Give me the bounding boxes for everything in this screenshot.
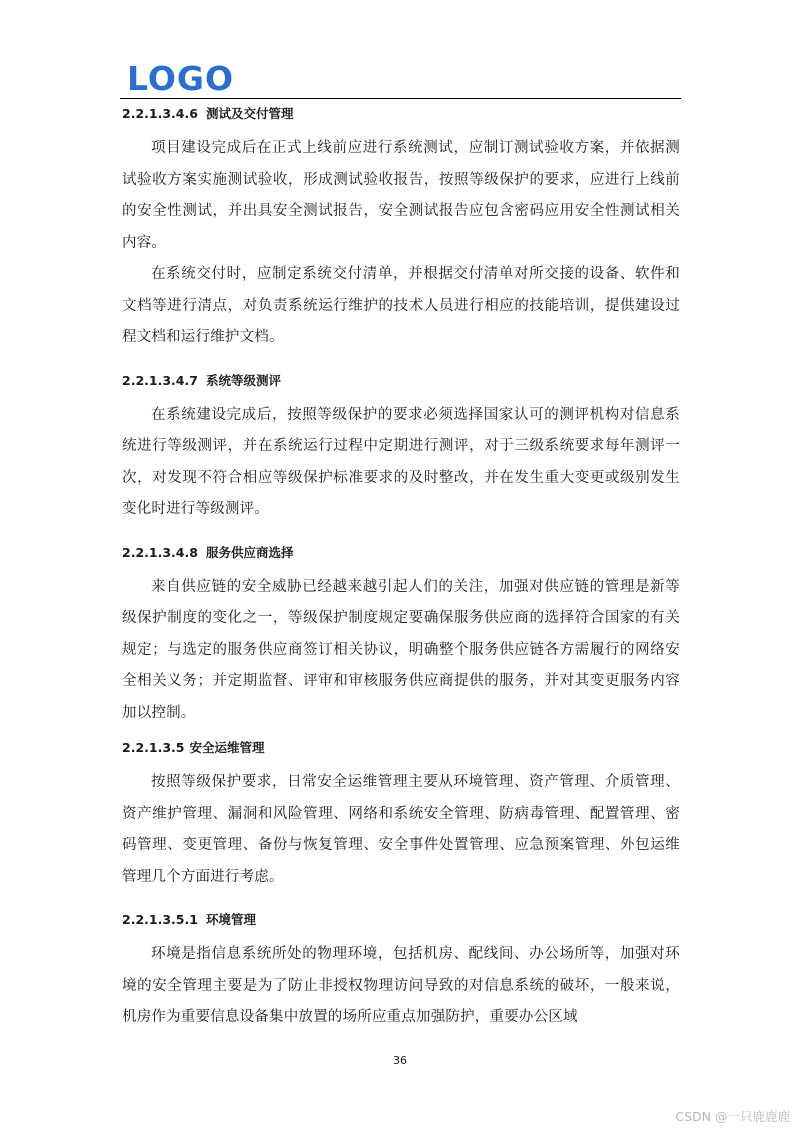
section-title: 安全运维管理 — [189, 740, 265, 755]
section-number: 2.2.1.3.4.8 — [122, 544, 198, 560]
paragraph: 在系统交付时，应制定系统交付清单，并根据交付清单对所交接的设备、软件和文档等进行清点，对负责系统运行维护的技术人员进行相应的技能培训，提供建设过程文档和运行维护文档。 — [122, 266, 680, 345]
section-heading — [122, 368, 680, 394]
section-number: 2.2.1.3.4.7 — [122, 372, 198, 388]
section-title: 系统等级测评 — [206, 372, 282, 388]
section-title: 环境管理 — [206, 912, 257, 927]
document-body — [122, 101, 680, 1034]
paragraph: 环境是指信息系统所处的物理环境，包括机房、配线间、办公场所等，加强对环境的安全管理主要是为了防止非授权物理访问导致的对信息系统的破坏，一般来说，机房作为重要信息设备集中放置的场所应重点加强防护，重要办公区域 — [122, 946, 680, 1025]
section-number: 2.2.1.3.5.1 — [122, 912, 198, 927]
paragraph: 来自供应链的安全威胁已经越来越引起人们的关注，加强对供应链的管理是新等级保护制度的变化之一，等级保护制度规定要确保服务供应商的选择符合国家的有关规定；与选定的服务供应商签订相关协议，明确整个服务供应链各方需履行的网络安全相关义务；并定期监督、评审和审核服务供应商提供的服务，并对其变更服务内容加以控制。 — [122, 578, 680, 721]
paragraph: 项目建设完成后在正式上线前应进行系统测试，应制订测试验收方案，并依据测试验收方案实施测试验收，形成测试验收报告，按照等级保护的要求，应进行上线前的安全性测试，并出具安全测试报告，安全测试报告应包含密码应用安全性测试相关内容。 — [122, 140, 680, 251]
page-number: 36 — [393, 1054, 407, 1067]
section-title: 测试及交付管理 — [206, 106, 294, 121]
section-heading — [122, 101, 680, 127]
header-rule — [120, 98, 681, 99]
logo: LOGO — [127, 59, 235, 98]
section-number: 2.2.1.3.4.6 — [122, 106, 198, 121]
section-heading — [122, 907, 680, 933]
paragraph: 按照等级保护要求，日常安全运维管理主要从环境管理、资产管理、介质管理、资产维护管理、漏洞和风险管理、网络和系统安全管理、防病毒管理、配置管理、密码管理、变更管理、备份与恢复管理、安全事件处置管理、应急预案管理、外包运维管理几个方面进行考虑。 — [122, 774, 680, 885]
section-heading — [122, 540, 680, 566]
section-title: 服务供应商选择 — [206, 544, 294, 560]
section-heading — [122, 735, 680, 761]
watermark: CSDN @一只鹿鹿鹿 — [675, 1109, 790, 1124]
section-number: 2.2.1.3.5 — [122, 740, 185, 755]
paragraph: 在系统建设完成后，按照等级保护的要求必须选择国家认可的测评机构对信息系统进行等级测评，并在系统运行过程中定期进行测评，对于三级系统要求每年测评一次，对发现不符合相应等级保护标准要求的及时整改，并在发生重大变更或级别发生变化时进行等级测评。 — [122, 406, 680, 517]
